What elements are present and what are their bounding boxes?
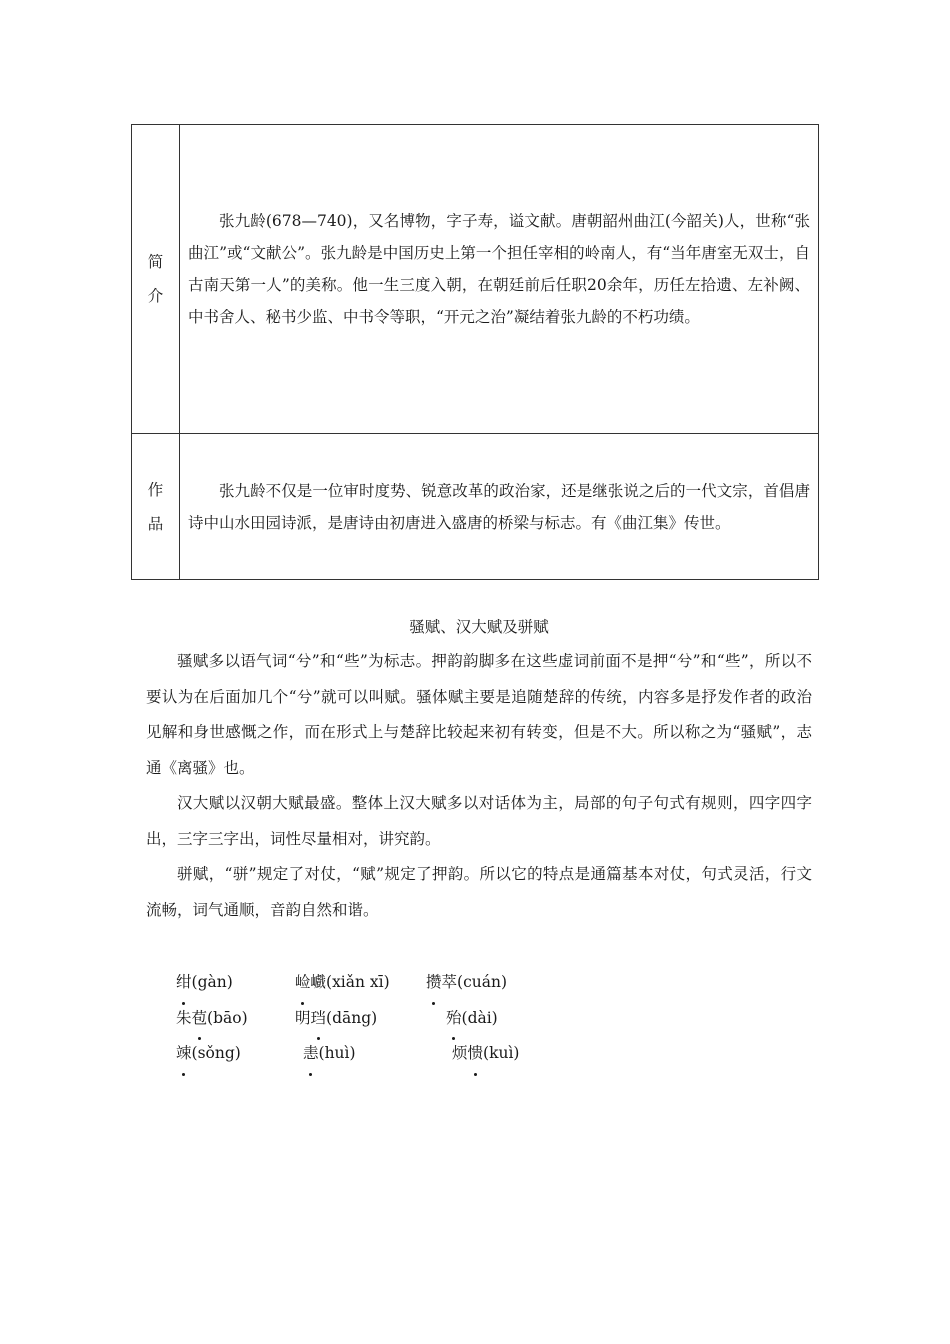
pinyin-item: 恚(huì) [303, 1036, 356, 1072]
info-table [131, 124, 819, 580]
pinyin-item: 崄巇(xiǎn xī) [295, 965, 390, 1001]
pinyin-item: 朱苞(bāo) [176, 1001, 248, 1037]
pinyin-item: 明珰(dāng) [295, 1001, 377, 1037]
pinyin-item: 攒萃(cuán) [426, 965, 507, 1001]
paragraph-han-da-fu: 汉大赋以汉朝大赋最盛。整体上汉大赋多以对话体为主，局部的句子句式有规则，四字四字出，三字三字出，词性尽量相对，讲究韵。 [146, 794, 812, 848]
intro-row [132, 125, 819, 434]
works-label: 作 品 [132, 434, 180, 580]
works-content [180, 434, 819, 580]
pinyin-item: 殆(dài) [446, 1001, 498, 1037]
intro-text: 张九龄(678—740)，又名博物，字子寿，谥文献。唐朝韶州曲江(今韶关)人，世称“张曲江”或“文献公”。张九龄是中国历史上第一个担任宰相的岭南人，有“当年唐室无双士，自古南天第一人”的美称。他一生三度入朝，在朝廷前后任职20余年，历任左拾遗、左补阙、中书舍人、秘书少监、中书令等职，“开元之治”凝结着张九龄的不朽功绩。 [188, 212, 810, 326]
intro-content [180, 125, 819, 434]
works-row [132, 434, 819, 580]
section-title: 骚赋、汉大赋及骈赋 [409, 618, 549, 636]
paragraph-sao-fu: 骚赋多以语气词“兮”和“些”为标志。押韵韵脚多在这些虚词前面不是押“兮”和“些”，所以不要认为在后面加几个“兮”就可以叫赋。骚体赋主要是追随楚辞的传统，内容多是抒发作者的政治见解和身世感慨之作，而在形式上与楚辞比较起来初有转变，但是不大。所以称之为“骚赋”，志通《离骚》也。 [146, 652, 812, 777]
paragraph-pian-fu: 骈赋，“骈”规定了对仗，“赋”规定了押韵。所以它的特点是通篇基本对仗，句式灵活，行文流畅，词气通顺，音韵自然和谐。 [146, 865, 812, 919]
pinyin-item: 烦愦(kuì) [452, 1036, 519, 1072]
pinyin-item: 绀(gàn) [176, 965, 233, 1001]
intro-label: 简 介 [132, 125, 180, 434]
fu-section [146, 612, 812, 928]
pinyin-item: 竦(sǒng) [176, 1036, 241, 1072]
works-text: 张九龄不仅是一位审时度势、锐意改革的政治家，还是继张说之后的一代文宗，首倡唐诗中山水田园诗派，是唐诗由初唐进入盛唐的桥梁与标志。有《曲江集》传世。 [188, 481, 810, 532]
